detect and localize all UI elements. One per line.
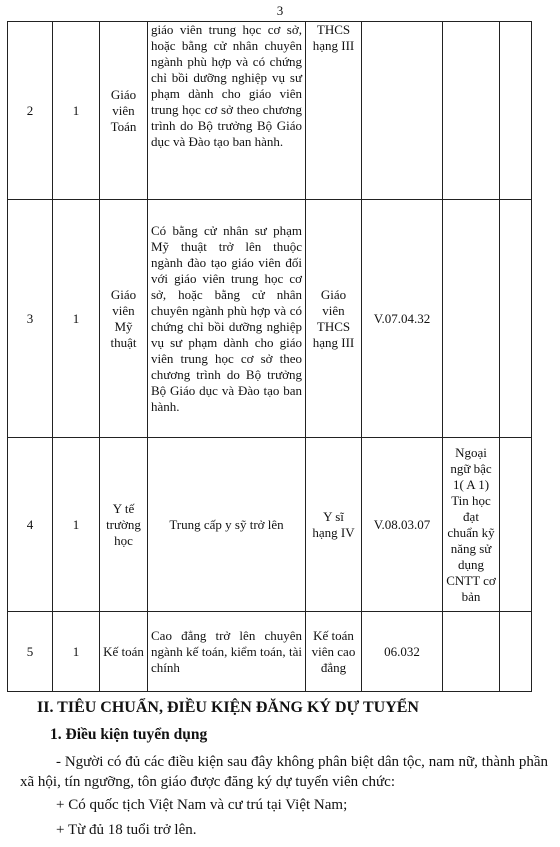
row-quantity: 1 [53,612,100,692]
row-other [443,200,500,438]
bullet-item: + Từ đủ 18 tuổi trở lên. [56,822,197,838]
row-code: V.07.04.32 [362,200,443,438]
row-code: 06.032 [362,612,443,692]
row-number: 3 [8,200,53,438]
recruitment-table [7,21,532,692]
body-paragraph: - Người có đủ các điều kiện sau đây không phân biệt dân tộc, nam nữ, thành phần xã hội, tín ngưỡng, tôn giáo được đăng ký dự tuyển viên chức: [20,754,548,790]
row-requirements: Có bằng cử nhân sư phạm Mỹ thuật trở lên thuộc ngành đào tạo giáo viên đối với giáo viên trung học cơ sở, hoặc bằng cử nhân chuyên ngành phù hợp và có chứng chỉ bồi dưỡng nghiệp vụ sư phạm dành cho giáo viên trung học cơ sở theo chương trình do Bộ trưởng Bộ Giáo dục và Đào tạo ban hành. [148,200,306,438]
row-position: Kế toán [100,612,148,692]
row-quantity: 1 [53,22,100,200]
row-position: Y tế trường học [100,438,148,612]
row-number: 5 [8,612,53,692]
page-number: 3 [276,3,284,18]
row-requirements: Trung cấp y sỹ trở lên [148,438,306,612]
row-quantity: 1 [53,200,100,438]
row-requirements: Cao đẳng trở lên chuyên ngành kế toán, kiểm toán, tài chính [148,612,306,692]
bullet-item: + Có quốc tịch Việt Nam và cư trú tại Việt Nam; [56,797,348,813]
sub-heading: 1. Điều kiện tuyển dụng [50,726,208,743]
row-extra [500,612,532,692]
row-title: THCS hạng III [306,22,362,200]
row-extra [500,200,532,438]
row-other: Ngoại ngữ bậc 1( A 1) Tin học đạt chuẩn kỹ năng sử dụng CNTT cơ bản [443,438,500,612]
table-row [8,438,532,612]
row-position: Giáo viên Mỹ thuật [100,200,148,438]
table-row [8,22,532,200]
row-code: V.08.03.07 [362,438,443,612]
row-requirements: giáo viên trung học cơ sở, hoặc bằng cử nhân chuyên ngành phù hợp và có chứng chỉ bồi dưỡng nghiệp vụ sư phạm dành cho giáo viên trung học cơ sở theo chương trình do Bộ trưởng Bộ Giáo dục và Đào tạo ban hành. [148,22,306,200]
row-other [443,22,500,200]
row-title: Giáo viên THCS hạng III [306,200,362,438]
row-title: Kế toán viên cao đẳng [306,612,362,692]
row-number: 4 [8,438,53,612]
row-code [362,22,443,200]
row-position: Giáo viên Toán [100,22,148,200]
row-quantity: 1 [53,438,100,612]
row-number: 2 [8,22,53,200]
row-title: Y sĩ hạng IV [306,438,362,612]
row-extra [500,22,532,200]
table-row [8,612,532,692]
row-extra [500,438,532,612]
section-heading: II. TIÊU CHUẨN, ĐIỀU KIỆN ĐĂNG KÝ DỰ TUYỂN [37,699,419,716]
table-row [8,200,532,438]
row-other [443,612,500,692]
